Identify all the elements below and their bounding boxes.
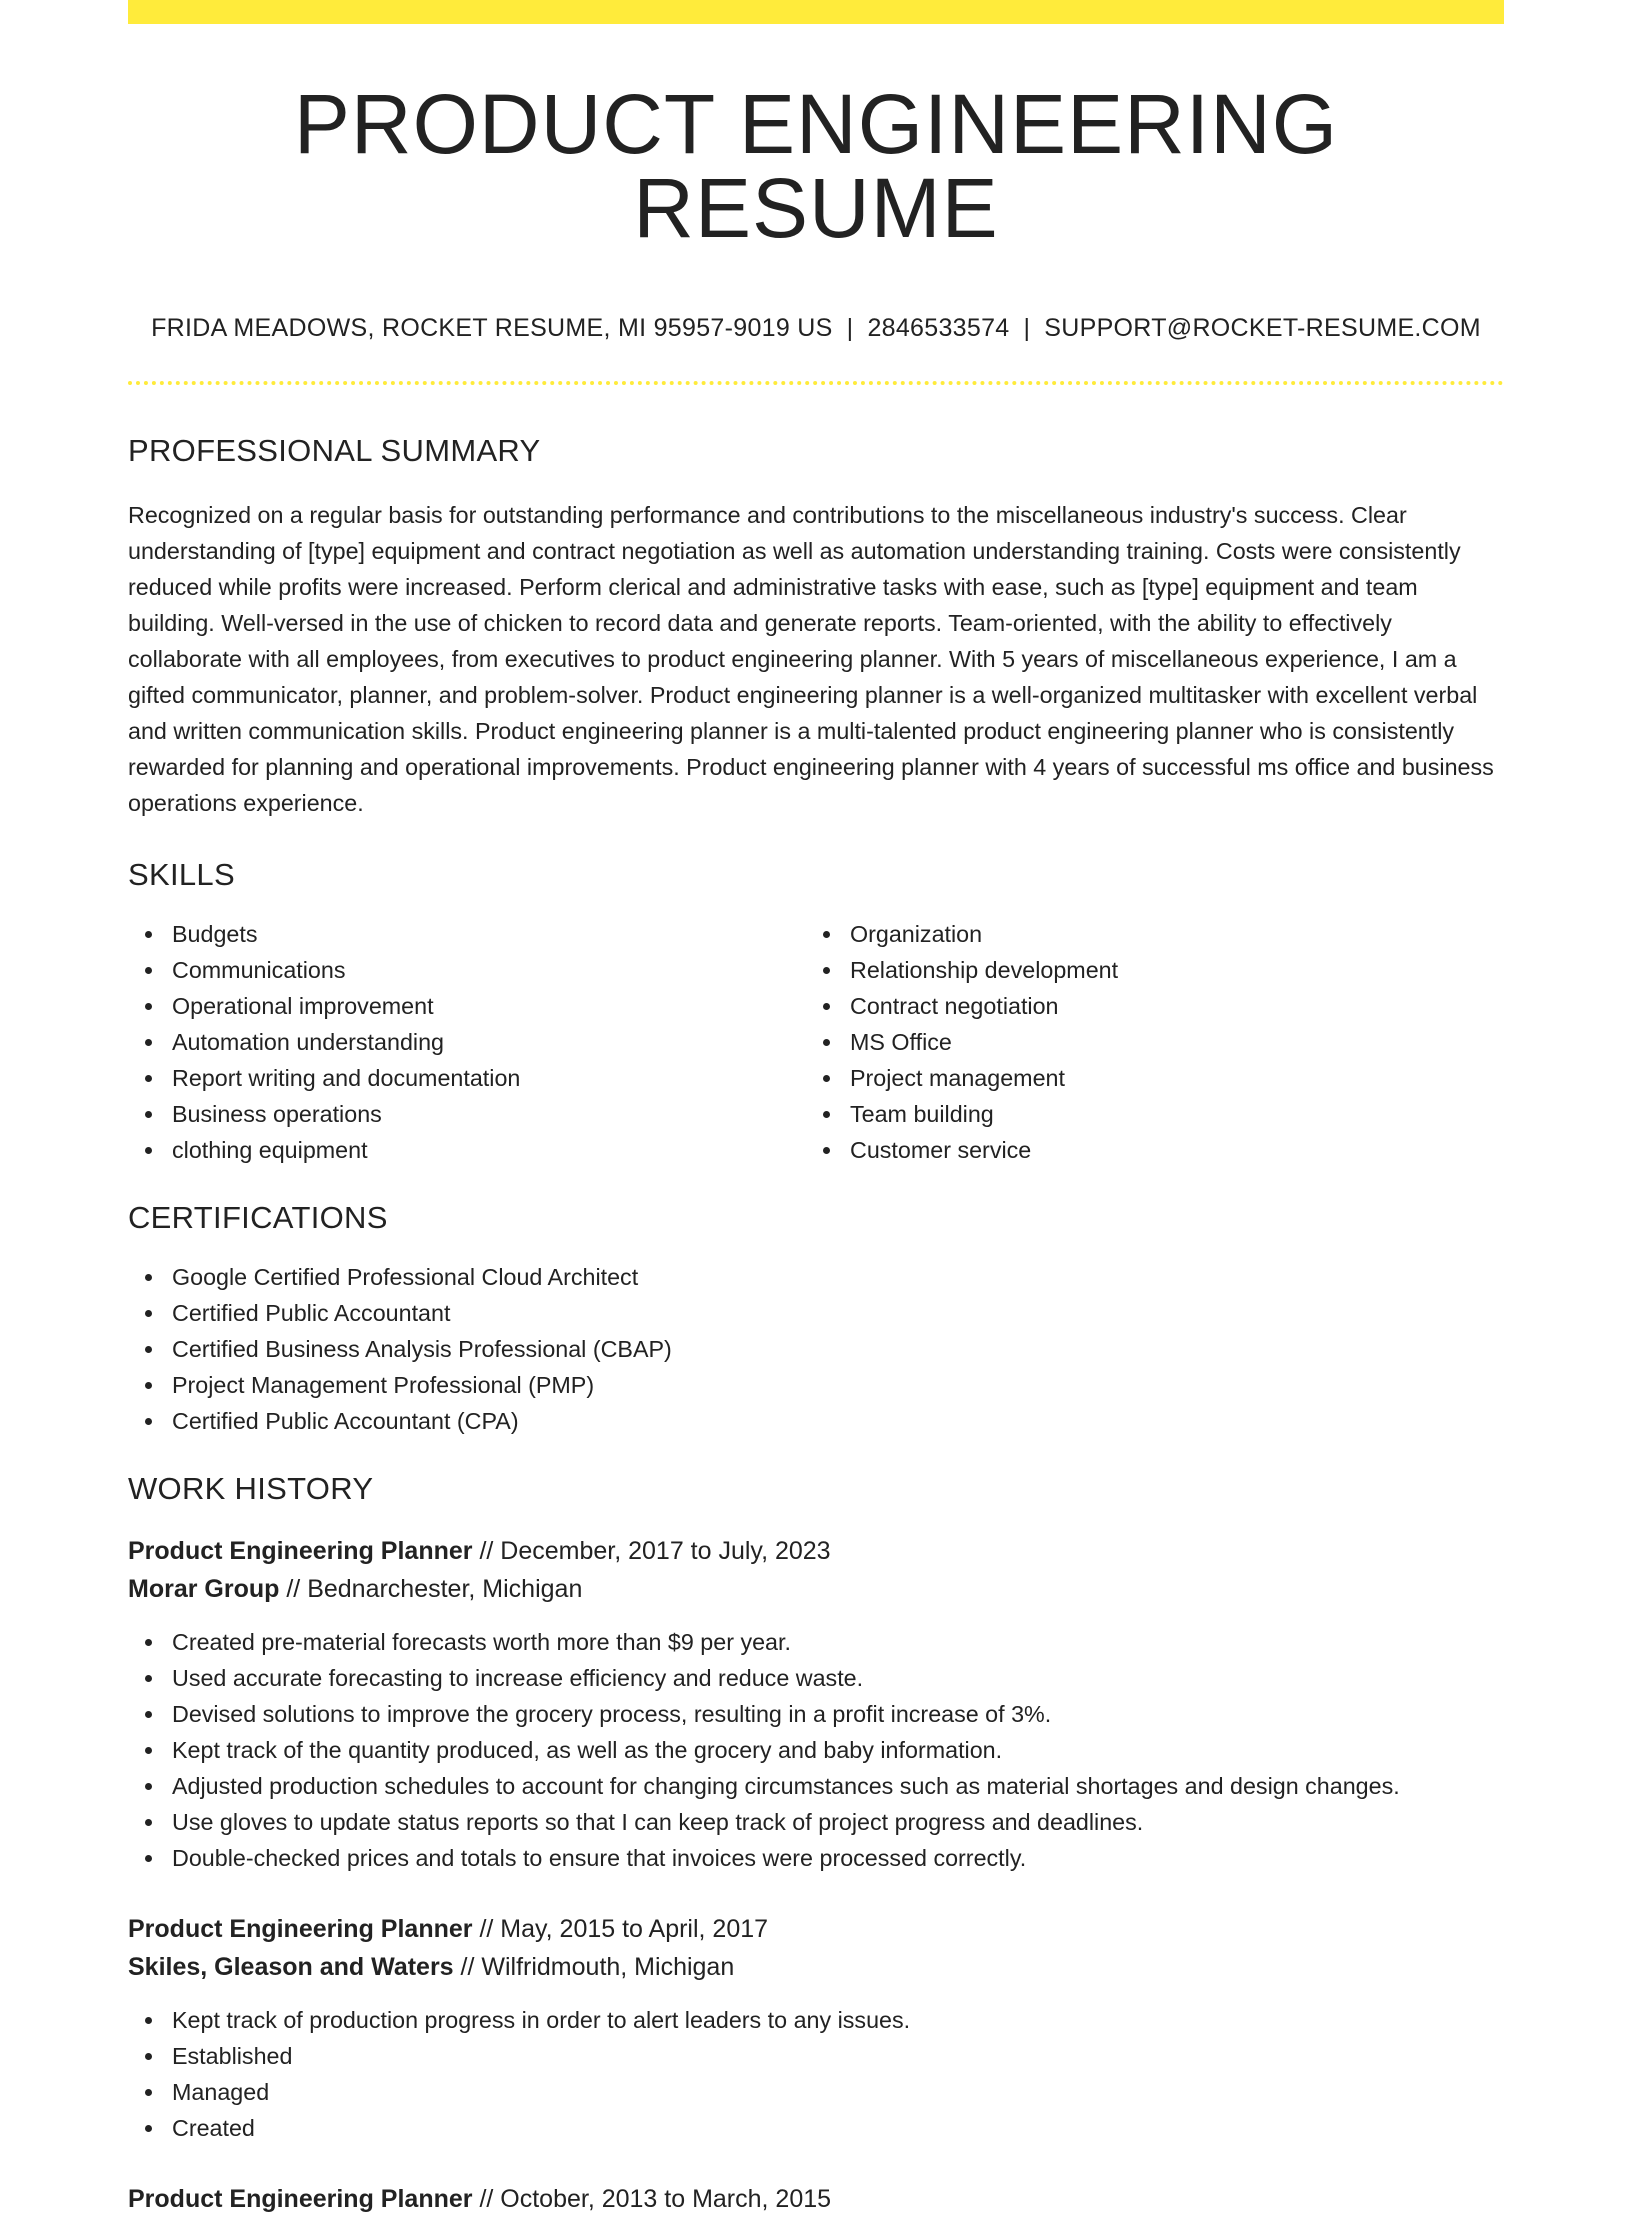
skill-item: MS Office: [806, 1024, 1484, 1060]
skill-item: Relationship development: [806, 952, 1484, 988]
job-duty: Used accurate forecasting to increase efficiency and reduce waste.: [128, 1660, 1504, 1696]
job-title: Product Engineering Planner: [128, 2185, 473, 2213]
job-location: // Bednarchester, Michigan: [279, 1575, 583, 1603]
contact-separator: |: [1023, 314, 1031, 342]
certification-item: Google Certified Professional Cloud Architect: [128, 1259, 1504, 1295]
skill-item: clothing equipment: [128, 1132, 806, 1168]
job-company: Morar Group: [128, 1575, 280, 1603]
job-company-line: [128, 1948, 1504, 1986]
job-duties-list: [128, 1624, 1504, 1876]
certification-item: Certified Business Analysis Professional (CBAP): [128, 1331, 1504, 1367]
job-entry: [128, 1910, 1504, 2146]
job-duty: Use gloves to update status reports so that I can keep track of project progress and deadlines.: [128, 1804, 1504, 1840]
job-duty: Managed: [128, 2074, 1504, 2110]
job-duty: Created pre-material forecasts worth more than $9 per year.: [128, 1624, 1504, 1660]
job-duties-list: [128, 2002, 1504, 2146]
contact-line: [128, 316, 1504, 341]
skill-item: Budgets: [128, 916, 806, 952]
job-company-line: [128, 1570, 1504, 1608]
contact-phone: 2846533574: [867, 314, 1010, 342]
job-title-line: [128, 1532, 1504, 1570]
certification-item: Certified Public Accountant (CPA): [128, 1403, 1504, 1439]
certifications-list: [128, 1259, 1504, 1439]
job-duty: Kept track of production progress in order to alert leaders to any issues.: [128, 2002, 1504, 2038]
certifications-heading: CERTIFICATIONS: [128, 1200, 388, 1235]
skill-item: Communications: [128, 952, 806, 988]
page-title: PRODUCT ENGINEERING RESUME: [293, 77, 1339, 255]
dotted-divider: [128, 381, 1504, 385]
contact-email[interactable]: SUPPORT@ROCKET-RESUME.COM: [1044, 314, 1481, 342]
job-location: // Wilfridmouth, Michigan: [453, 1953, 735, 1981]
skills-list-right: [806, 916, 1484, 1168]
job-duty: Adjusted production schedules to account for changing circumstances such as material shortages and design changes.: [128, 1768, 1504, 1804]
job-entry: [128, 2180, 1504, 2218]
job-duty: Established: [128, 2038, 1504, 2074]
summary-heading: PROFESSIONAL SUMMARY: [128, 433, 541, 468]
skill-item: Customer service: [806, 1132, 1484, 1168]
skill-item: Operational improvement: [128, 988, 806, 1024]
certification-item: Project Management Professional (PMP): [128, 1367, 1504, 1403]
job-title: Product Engineering Planner: [128, 1915, 473, 1943]
job-company: Skiles, Gleason and Waters: [128, 1953, 454, 1981]
job-duty: Devised solutions to improve the grocery process, resulting in a profit increase of 3%.: [128, 1696, 1504, 1732]
job-title-line: [128, 1910, 1504, 1948]
skills-heading: SKILLS: [128, 857, 235, 892]
skill-item: Report writing and documentation: [128, 1060, 806, 1096]
skill-item: Organization: [806, 916, 1484, 952]
accent-bar: [128, 0, 1504, 24]
summary-text: Recognized on a regular basis for outstanding performance and contributions to the miscellaneous industry's success. Clear understanding of [type] equipment and contract negotiation as well as automation understanding training. Costs were consistently reduced while profits were increased. Perform clerical and administrative tasks with ease, such as [type] equipment and team building. Well-versed in the use of chicken to record data and generate reports. Team-oriented, with the ability to effectively collaborate with all employees, from executives to product engineering planner. With 5 years of miscellaneous experience, I am a gifted communicator, planner, and problem-solver. Product engineering planner is a well-organized multitasker with excellent verbal and written communication skills. Product engineering planner is a multi-talented product engineering planner who is consistently rewarded for planning and operational improvements. Product engineering planner with 4 years of successful ms office and business operations experience.: [128, 502, 1494, 816]
skill-item: Team building: [806, 1096, 1484, 1132]
skill-item: Project management: [806, 1060, 1484, 1096]
job-dates: // May, 2015 to April, 2017: [472, 1915, 769, 1943]
job-dates: // October, 2013 to March, 2015: [472, 2185, 832, 2213]
job-duty: Created: [128, 2110, 1504, 2146]
skill-item: Business operations: [128, 1096, 806, 1132]
resume-page: [128, 0, 1504, 2218]
skill-item: Contract negotiation: [806, 988, 1484, 1024]
job-entry: [128, 1532, 1504, 1876]
certification-item: Certified Public Accountant: [128, 1295, 1504, 1331]
skill-item: Automation understanding: [128, 1024, 806, 1060]
skills-columns: [128, 916, 1504, 1168]
job-duty: Double-checked prices and totals to ensure that invoices were processed correctly.: [128, 1840, 1504, 1876]
job-title: Product Engineering Planner: [128, 1537, 473, 1565]
job-title-line: [128, 2180, 1504, 2218]
skills-list-left: [128, 916, 806, 1168]
job-duty: Kept track of the quantity produced, as well as the grocery and baby information.: [128, 1732, 1504, 1768]
job-dates: // December, 2017 to July, 2023: [472, 1537, 831, 1565]
contact-separator: |: [846, 314, 854, 342]
contact-address: FRIDA MEADOWS, ROCKET RESUME, MI 95957-9019 US: [151, 314, 833, 342]
work-history-heading: WORK HISTORY: [128, 1471, 374, 1506]
